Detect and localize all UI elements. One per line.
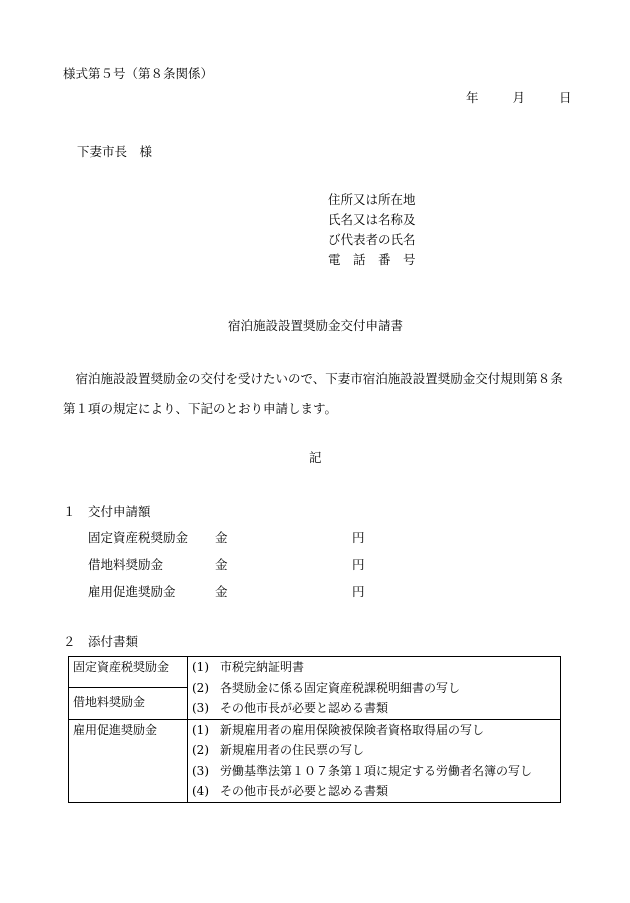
- group2-docs-cell: [188, 719, 561, 802]
- applicant-address-label: 住所又は所在地: [328, 192, 416, 207]
- amount-row: [88, 557, 388, 575]
- attachments-table: [68, 656, 561, 803]
- form-number: 様式第５号（第８条関係）: [63, 66, 214, 81]
- section2-heading: ２ 添付書類: [63, 634, 139, 649]
- group1-docs-cell: [188, 657, 561, 720]
- amount-row-kin: 金: [215, 530, 228, 545]
- amount-row-name: 固定資産税奨励金: [88, 530, 189, 545]
- category-land-cell: 借地料奨励金: [69, 688, 188, 719]
- table-row: [69, 719, 561, 802]
- applicant-phone-label: 電 話 番 号: [328, 252, 416, 267]
- amount-row: [88, 584, 388, 602]
- section1-heading: １ 交付申請額: [63, 504, 151, 519]
- date-year-label: 年: [466, 90, 479, 105]
- amount-row-yen: 円: [352, 557, 365, 572]
- list-item: (3) 労働基準法第１０７条第１項に規定する労働者名簿の写し: [192, 763, 533, 778]
- ki-heading: 記: [309, 450, 322, 465]
- list-item: (3) その他市長が必要と認める書類: [192, 701, 389, 715]
- body-paragraph: 宿泊施設設置奨励金の交付を受けたいので、下妻市宿泊施設設置奨励金交付規則第８条第１項の規定により、下記のとおり申請します。: [63, 371, 563, 416]
- amount-row-kin: 金: [215, 557, 228, 572]
- list-item: (2) 各奨励金に係る固定資産税課税明細書の写し: [192, 680, 461, 695]
- addressee: 下妻市長 様: [77, 144, 153, 159]
- date-month-label: 月: [512, 90, 525, 105]
- list-item: (2) 新規雇用者の住民票の写し: [192, 743, 365, 757]
- applicant-name-label-2: び代表者の氏名: [328, 232, 416, 247]
- category-fixed-asset-cell: 固定資産税奨励金: [69, 657, 188, 688]
- date-line: [466, 90, 571, 105]
- list-item: (4) その他市長が必要と認める書類: [192, 784, 389, 798]
- amount-row-yen: 円: [352, 530, 365, 545]
- amount-row: [88, 530, 388, 548]
- document-title: 宿泊施設設置奨励金交付申請書: [228, 318, 404, 333]
- amount-row-yen: 円: [352, 584, 365, 599]
- amount-row-kin: 金: [215, 584, 228, 599]
- date-day-label: 日: [558, 90, 572, 105]
- table-row: [69, 657, 561, 688]
- amount-row-name: 借地料奨励金: [88, 557, 164, 572]
- list-item: (1) 新規雇用者の雇用保険被保険者資格取得届の写し: [192, 722, 485, 737]
- list-item: (1) 市税完納証明書: [192, 660, 305, 674]
- applicant-name-label-1: 氏名又は名称及: [328, 212, 416, 227]
- category-employment-cell: 雇用促進奨励金: [69, 719, 188, 802]
- amount-row-name: 雇用促進奨励金: [88, 584, 176, 599]
